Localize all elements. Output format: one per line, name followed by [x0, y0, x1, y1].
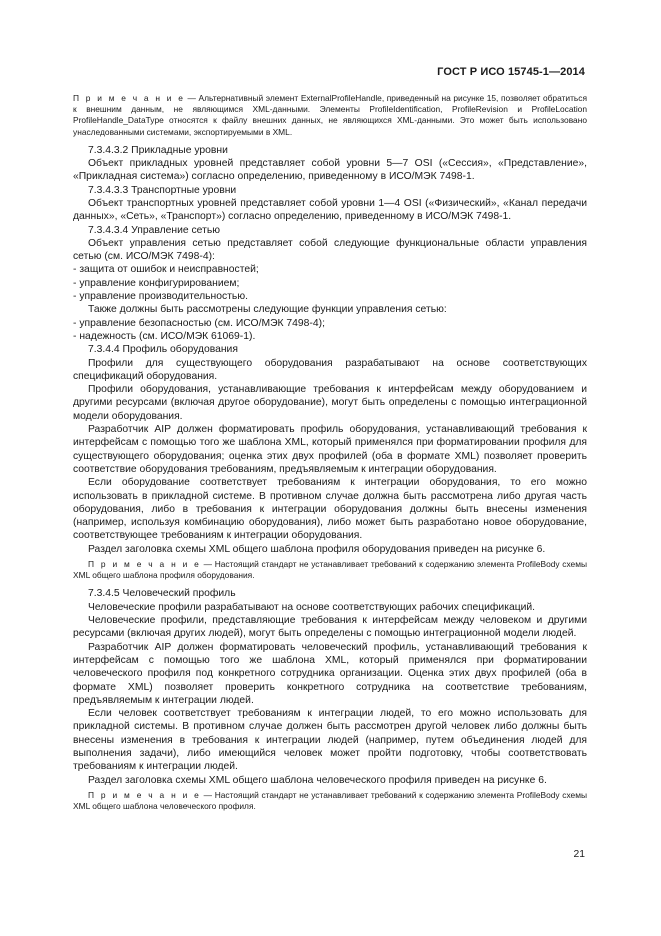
paragraph: Разработчик AIP должен форматировать профиль оборудования, устанавливающий требования к интерфейсам с помощью того же шаблона XML, который применялся при форматировании профиля для существующего оборудования; оценка этих двух профилей (оба в формате XML) позволяет проверить соответствие оборудования требованиям, предъявляемым к интеграции оборудования.: [73, 424, 587, 475]
list-item: - управление безопасностью (см. ИСО/МЭК 7498-4);: [73, 317, 325, 329]
paragraph: Человеческие профили разрабатывают на основе соответствующих рабочих спецификаций.: [88, 601, 536, 613]
section-heading-7-3-4-3-2: 7.3.4.3.2 Прикладные уровни: [88, 144, 228, 156]
paragraph: Профили оборудования, устанавливающие требования к интерфейсам между оборудованием и другими ресурсами (включая другое оборудование), могут быть определены с помощью интеграционной модели оборудования.: [73, 384, 587, 422]
document-header: ГОСТ Р ИСО 15745-1—2014: [437, 66, 585, 78]
paragraph: Профили для существующего оборудования разрабатывают на основе соответствующих спецификаций оборудования.: [73, 357, 587, 382]
paragraph: Человеческие профили, представляющие требования к интерфейсам между человеком и другими ресурсами (включая других людей), могут быть определены с помощью интеграционной модели людей.: [73, 615, 587, 640]
section-heading-7-3-4-5: 7.3.4.5 Человеческий профиль: [88, 588, 236, 600]
paragraph-transport-layers: Объект транспортных уровней представляет собой уровни 1—4 OSI («Физический», «Канал передачи данных», «Сеть», «Транспорт») согласно определению, приведенному в ИСО/МЭК 7498-1.: [73, 198, 587, 223]
section-heading-7-3-4-3-4: 7.3.4.3.4 Управление сетью: [88, 224, 220, 236]
paragraph: Разработчик AIP должен форматировать человеческий профиль, устанавливающий требования к интерфейсам с помощью того же шаблона XML, который применялся при форматировании человеческого профиля под конкретного сотрудника организации. Оценка этих двух профилей (оба в формате XML) позволяет проверить конкретного сотрудника на соответствие требованиям, предъявляемым к интеграции людей.: [73, 641, 587, 706]
list-item: - защита от ошибок и неисправностей;: [73, 264, 259, 276]
page-body: [73, 93, 587, 812]
paragraph: Если оборудование соответствует требованиям к интеграции оборудования, то его можно использовать в прикладной системе. В противном случае должна быть рассмотрена либо другая часть оборудования, либо в требования к интеграции оборудования должны быть внесены изменения (например, используя комбинацию оборудования), либо может быть разработано новое оборудование, соответствующее требованиям к интеграции оборудования.: [73, 477, 587, 542]
paragraph-network-management: Объект управления сетью представляет собой следующие функциональные области управления сетью (см. ИСО/МЭК 7498-4):: [73, 237, 587, 263]
list-item: - надежность (см. ИСО/МЭК 61069-1).: [73, 330, 256, 342]
section-heading-7-3-4-3-3: 7.3.4.3.3 Транспортные уровни: [88, 184, 237, 196]
note-1: П р и м е ч а н и е — Альтернативный элемент ExternalProfileHandle, приведенный на рисунке 15, позволяет обратиться к внешним данным, не являющимся XML-данными. Элементы ProfileIdentification, ProfileRevision и ProfileLocation ProfileHandle_DataType относятся к файлу внешних данных, не являющихся XML-данными. Это может быть использовано унаследованными системами, экспортируемыми в XML.: [73, 93, 587, 137]
paragraph-additional-functions: Также должны быть рассмотрены следующие функции управления сетью:: [88, 304, 447, 316]
paragraph-application-layers: Объект прикладных уровней представляет собой уровни 5—7 OSI («Сессия», «Представление», «Прикладная система») согласно определению, приведенному в ИСО/МЭК 7498-1.: [73, 158, 587, 183]
note-3: П р и м е ч а н и е — Настоящий стандарт не устанавливает требований к содержанию элемента ProfileBody схемы XML общего шаблона человеческого профиля.: [73, 789, 587, 812]
section-heading-7-3-4-4: 7.3.4.4 Профиль оборудования: [88, 344, 238, 356]
list-item: - управление производительностью.: [73, 291, 248, 303]
paragraph: Раздел заголовка схемы XML общего шаблона человеческого профиля приведен на рисунке 6.: [88, 774, 547, 786]
list-item: - управление конфигурированием;: [73, 277, 240, 289]
paragraph: Если человек соответствует требованиям к интеграции людей, то его можно использовать для прикладной системы. В противном случае должен быть рассмотрен другой человек либо должны быть внесены изменения в требования к интеграции людей (например, путем объединения людей для выполнения задачи), либо имеющийся человек может пройти подготовку, чтобы соответствовать требованиям к интеграции людей.: [73, 708, 587, 773]
page-number: 21: [573, 849, 585, 860]
paragraph: Раздел заголовка схемы XML общего шаблона профиля оборудования приведен на рисунке 6.: [88, 543, 546, 555]
note-2: П р и м е ч а н и е — Настоящий стандарт не устанавливает требований к содержанию элемента ProfileBody схемы XML общего шаблона профиля оборудования.: [73, 559, 587, 581]
